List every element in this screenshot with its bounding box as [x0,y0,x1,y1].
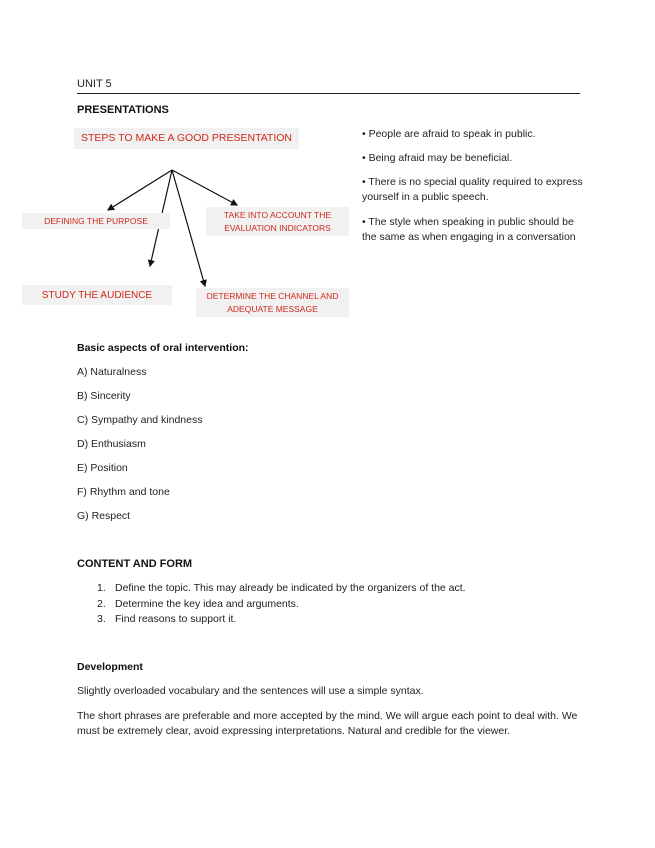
development-paragraph: Slightly overloaded vocabulary and the sentences will use a simple syntax. [77,685,424,697]
bullet-point: • There is no special quality required to express yourself in a public speech. [362,176,583,203]
list-item: 3. Find reasons to support it. [97,613,237,625]
bullet-point: • The style when speaking in public should be the same as when engaging in a conversation [362,216,576,243]
aspect-item: G) Respect [77,510,131,522]
unit-label: UNIT 5 [77,78,112,90]
arrow-to-channel [172,170,205,286]
aspect-item: F) Rhythm and tone [77,486,170,498]
aspect-item: B) Sincerity [77,390,131,402]
bullet-point: • Being afraid may be beneficial. [362,152,513,164]
list-item: 2. Determine the key idea and arguments. [97,597,299,610]
aspect-item: D) Enthusiasm [77,438,146,450]
main-steps-box: STEPS TO MAKE A GOOD PRESENTATION [74,128,299,149]
aspect-item: C) Sympathy and kindness [77,414,203,426]
aspect-item: E) Position [77,462,128,474]
content-form-list [77,581,597,628]
evaluation-box: TAKE INTO ACCOUNT THE EVALUATION INDICATORS [206,207,349,236]
development-title: Development [77,661,143,673]
bullet-point: • People are afraid to speak in public. [362,128,536,140]
audience-box: STUDY THE AUDIENCE [22,285,172,305]
aspect-item: A) Naturalness [77,366,147,378]
content-form-title: CONTENT AND FORM [77,558,193,570]
aspects-title: Basic aspects of oral intervention: [77,342,249,354]
development-paragraph: The short phrases are preferable and more accepted by the mind. We will argue each point to deal with. We must be extremely clear, avoid expressing interpretations. Natural and credible for the viewer. [77,710,578,737]
arrow-to-purpose [108,170,172,210]
arrow-to-evaluation [172,170,237,205]
section-title: PRESENTATIONS [77,104,169,116]
channel-box: DETERMINE THE CHANNEL AND ADEQUATE MESSAGE [196,288,349,317]
list-item: 1. Define the topic. This may already be indicated by the organizers of the act. [97,582,466,594]
purpose-box: DEFINING THE PURPOSE [22,213,170,229]
